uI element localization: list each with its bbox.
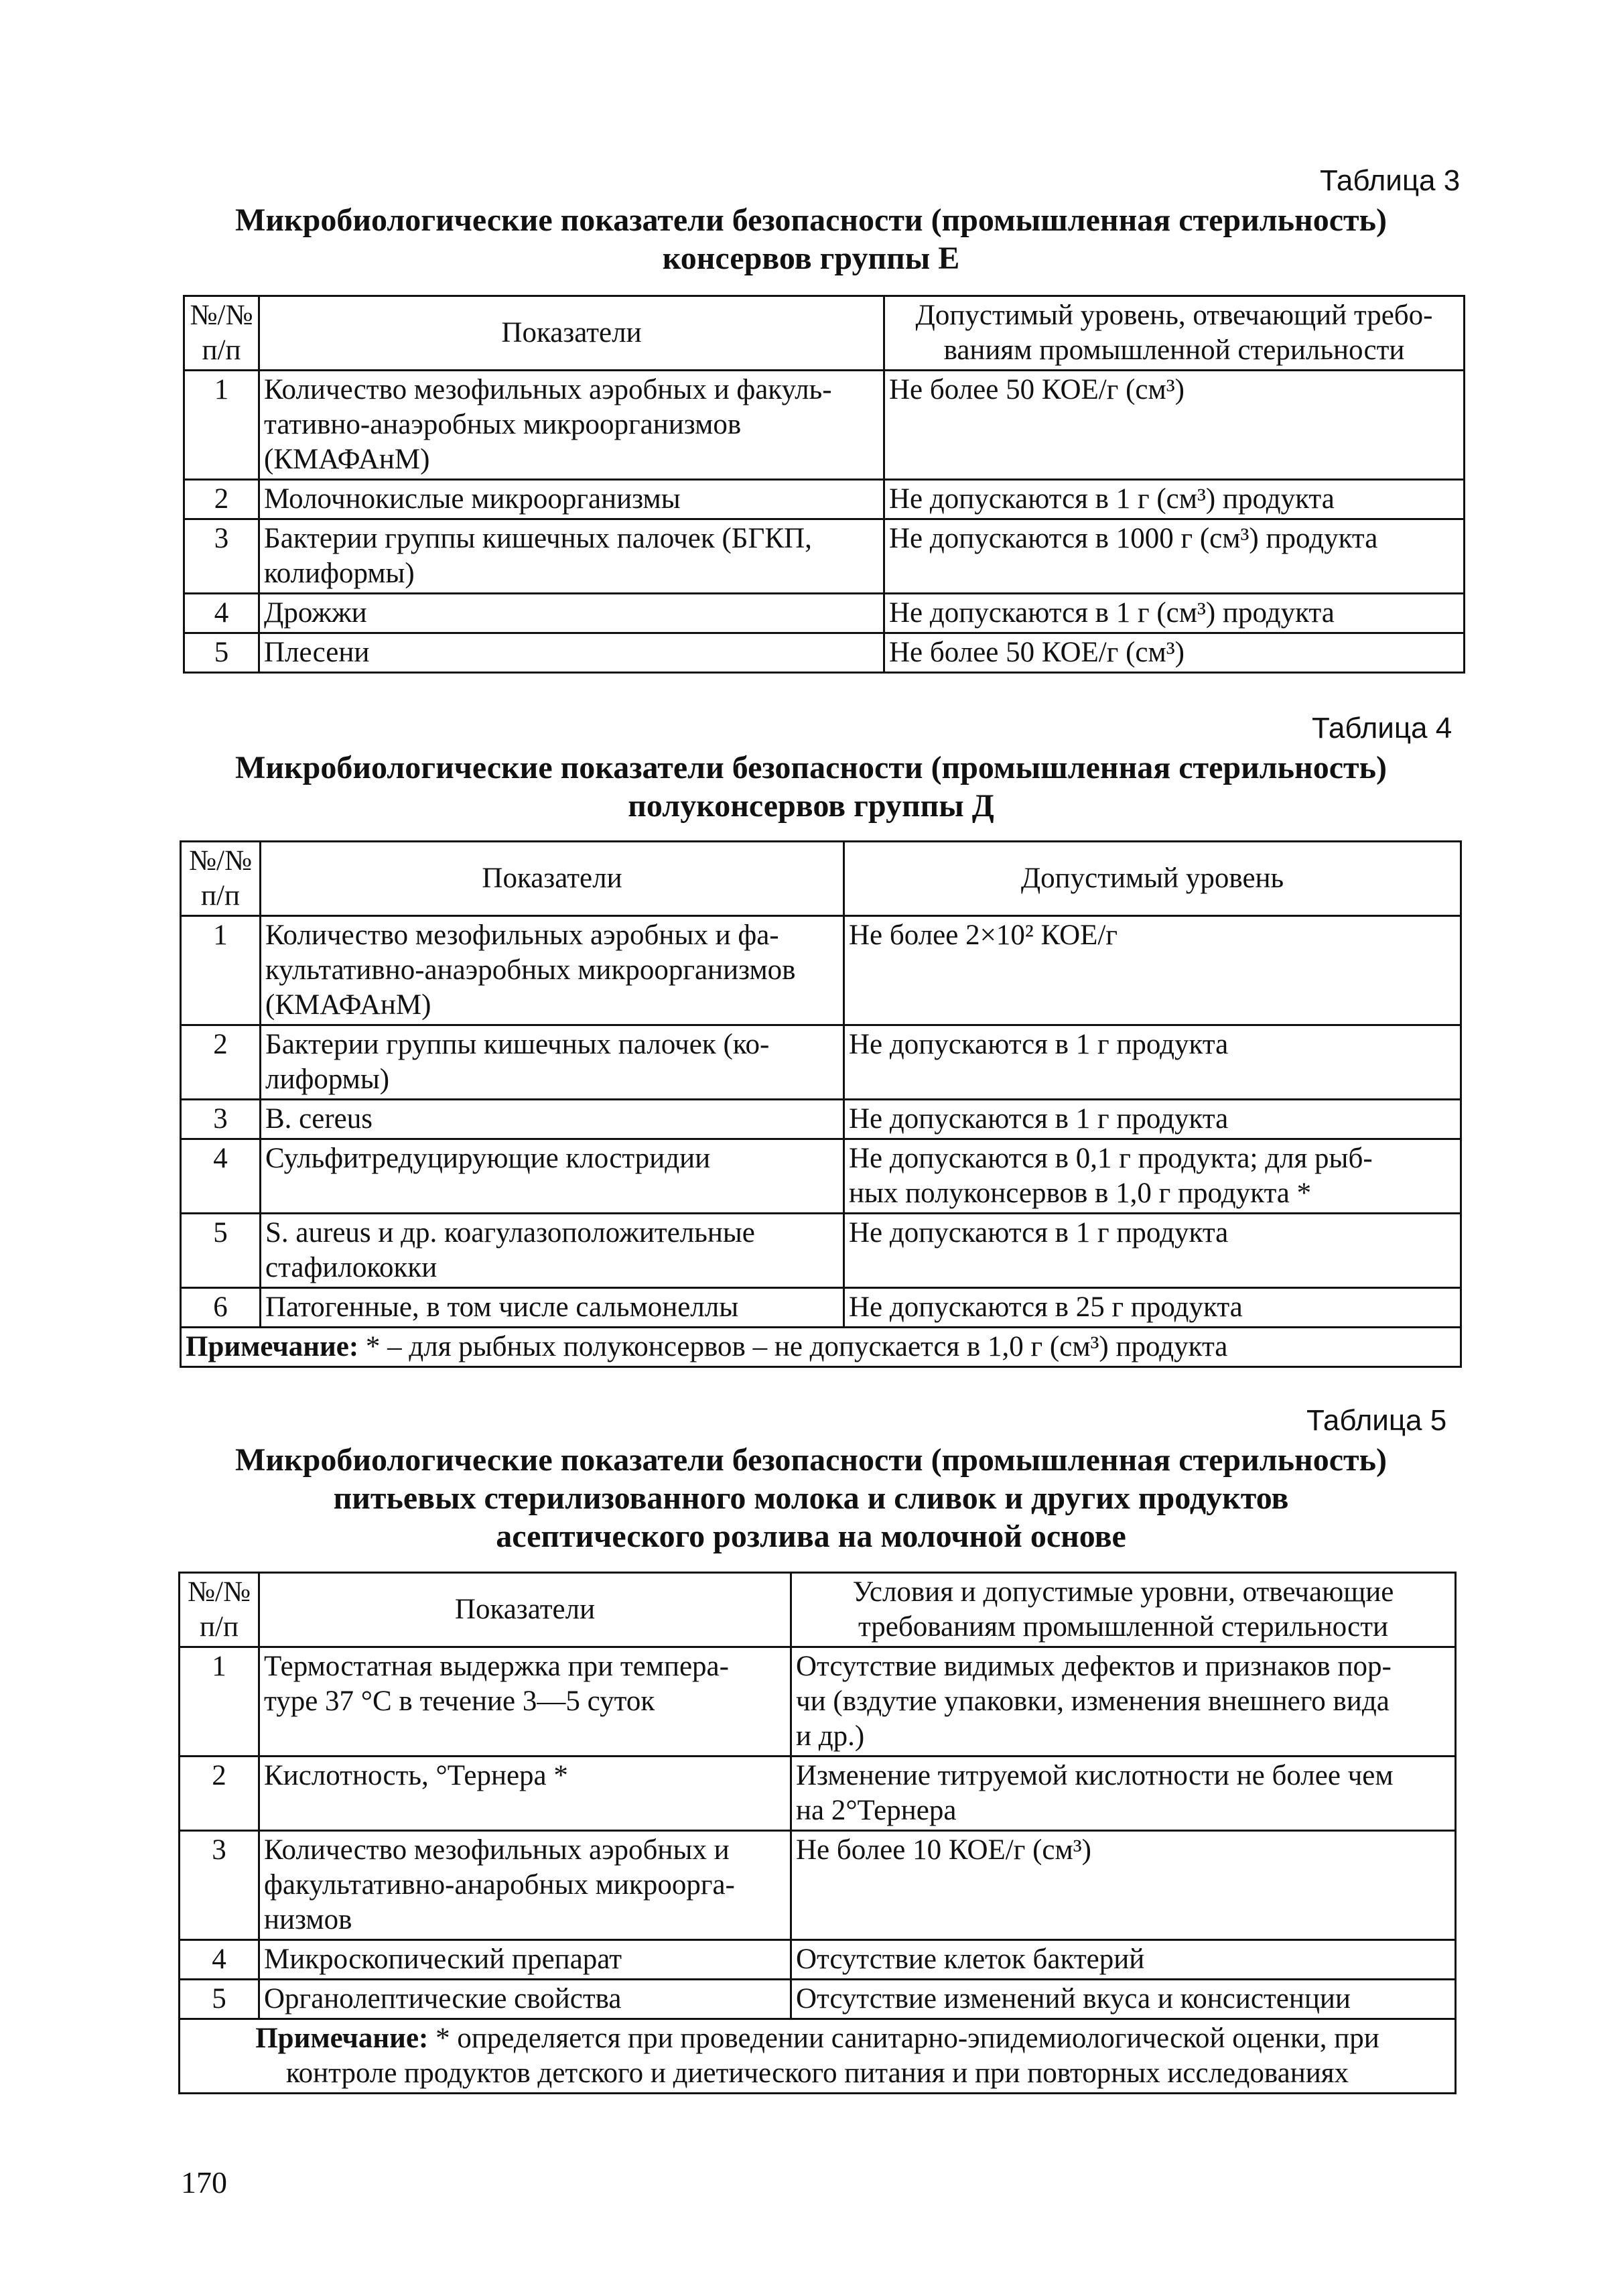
level-cell: Не допускаются в 1 г (см³) продукта [884, 594, 1465, 633]
table-label: Таблица 5 [1306, 1404, 1447, 1437]
header-level: Условия и допустимые уровни, отвечающие требованиям промышленной стерильности [791, 1573, 1456, 1647]
table-5 [178, 1572, 1457, 2094]
table-row [181, 916, 1461, 1025]
table-3 [183, 295, 1465, 674]
header-level: Допустимый уровень [844, 842, 1461, 916]
indicator-cell: Бактерии группы кишечных палочек (БГКП, колиформы) [259, 519, 884, 594]
table-row [181, 1288, 1461, 1328]
row-number: 3 [180, 1831, 259, 1940]
note-row [181, 1328, 1461, 1367]
table-note [180, 2019, 1456, 2094]
table-row [184, 519, 1465, 594]
indicator-cell: Количество мезофильных аэробных и фа- культативно-анаэробных микроорганизмов (КМАФАнМ) [261, 916, 844, 1025]
row-number: 2 [181, 1025, 261, 1100]
note-text: * определяется при проведении санитарно-эпидемиологической оценки, при контроле продуктов детского и диетического питания и при повторных исследованиях [285, 2023, 1379, 2089]
indicator-cell: Плесени [259, 633, 884, 673]
level-cell: Не более 2×10² КОЕ/г [844, 916, 1461, 1025]
row-number: 3 [181, 1100, 261, 1139]
note-text: * – для рыбных полуконсервов – не допускается в 1,0 г (см³) продукта [358, 1331, 1228, 1362]
header-level: Допустимый уровень, отвечающий требо- ваниям промышленной стерильности [884, 296, 1465, 371]
row-number: 4 [181, 1139, 261, 1214]
header-number: №/№ п/п [180, 1573, 259, 1647]
level-cell: Не допускаются в 0,1 г продукта; для рыб- ных полуконсервов в 1,0 г продукта * [844, 1139, 1461, 1214]
note-label: Примечание: [186, 1331, 359, 1362]
indicator-cell: Кислотность, °Тернера * [259, 1757, 791, 1831]
level-cell: Не допускаются в 1 г продукта [844, 1214, 1461, 1288]
level-cell: Не более 10 КОЕ/г (см³) [791, 1831, 1456, 1940]
row-number: 5 [181, 1214, 261, 1288]
table-title: Микробиологические показатели безопасности (промышленная стерильность) питьевых стерилизованного молока и сливок и других продуктов асептического розлива на молочной основе [235, 1442, 1387, 1554]
row-number: 5 [180, 1980, 259, 2019]
level-cell: Не более 50 КОЕ/г (см³) [884, 371, 1465, 480]
row-number: 3 [184, 519, 259, 594]
table-row [184, 594, 1465, 633]
level-cell: Не допускаются в 1 г (см³) продукта [884, 480, 1465, 519]
header-indicator: Показатели [259, 1573, 791, 1647]
table-row [184, 633, 1465, 673]
table-row [181, 1214, 1461, 1288]
table-title: Микробиологические показатели безопасности (промышленная стерильность) консервов группы Е [235, 202, 1387, 276]
header-number: №/№ п/п [181, 842, 261, 916]
level-cell: Отсутствие видимых дефектов и признаков пор- чи (вздутие упаковки, изменения внешнего вида и др.) [791, 1647, 1456, 1757]
table-title: Микробиологические показатели безопасности (промышленная стерильность) полуконсервов группы Д [235, 750, 1387, 824]
level-cell: Изменение титруемой кислотности не более чем на 2°Тернера [791, 1757, 1456, 1831]
header-row [184, 296, 1465, 371]
row-number: 1 [180, 1647, 259, 1757]
indicator-cell: Количество мезофильных аэробных и факультативно-анаробных микроорга- низмов [259, 1831, 791, 1940]
header-number: №/№ п/п [184, 296, 259, 371]
table-note [181, 1328, 1461, 1367]
table-row [180, 1940, 1456, 1980]
level-cell: Не допускаются в 1 г продукта [844, 1100, 1461, 1139]
header-indicator: Показатели [259, 296, 884, 371]
header-row [180, 1573, 1456, 1647]
table-row [180, 1831, 1456, 1940]
row-number: 4 [180, 1940, 259, 1980]
indicator-cell: Бактерии группы кишечных палочек (ко- лиформы) [261, 1025, 844, 1100]
table-row [181, 1100, 1461, 1139]
indicator-cell: S. aureus и др. коагулазоположительные стафилококки [261, 1214, 844, 1288]
indicator-cell: Микроскопический препарат [259, 1940, 791, 1980]
indicator-cell: Сульфитредуцирующие клостридии [261, 1139, 844, 1214]
row-number: 1 [181, 916, 261, 1025]
note-label: Примечание: [255, 2023, 429, 2054]
row-number: 1 [184, 371, 259, 480]
indicator-cell: B. cereus [261, 1100, 844, 1139]
table-label: Таблица 3 [1320, 164, 1461, 197]
table-row [184, 480, 1465, 519]
table-row [181, 1139, 1461, 1214]
indicator-cell: Органолептические свойства [259, 1980, 791, 2019]
table-row [180, 1757, 1456, 1831]
row-number: 4 [184, 594, 259, 633]
level-cell: Не допускаются в 25 г продукта [844, 1288, 1461, 1328]
level-cell: Не допускаются в 1000 г (см³) продукта [884, 519, 1465, 594]
header-row [181, 842, 1461, 916]
indicator-cell: Патогенные, в том числе сальмонеллы [261, 1288, 844, 1328]
note-row [180, 2019, 1456, 2094]
table-row [184, 371, 1465, 480]
table-row [181, 1025, 1461, 1100]
table-label: Таблица 4 [1312, 712, 1452, 745]
table-4 [180, 840, 1462, 1368]
indicator-cell: Дрожжи [259, 594, 884, 633]
level-cell: Отсутствие изменений вкуса и консистенции [791, 1980, 1456, 2019]
page-number: 170 [181, 2165, 227, 2199]
row-number: 5 [184, 633, 259, 673]
indicator-cell: Количество мезофильных аэробных и факуль- тативно-анаэробных микроорганизмов (КМАФАнМ) [259, 371, 884, 480]
row-number: 2 [184, 480, 259, 519]
header-indicator: Показатели [261, 842, 844, 916]
table-row [180, 1647, 1456, 1757]
table-row [180, 1980, 1456, 2019]
row-number: 6 [181, 1288, 261, 1328]
level-cell: Отсутствие клеток бактерий [791, 1940, 1456, 1980]
indicator-cell: Термостатная выдержка при темпера- туре 37 °С в течение 3—5 суток [259, 1647, 791, 1757]
indicator-cell: Молочнокислые микроорганизмы [259, 480, 884, 519]
row-number: 2 [180, 1757, 259, 1831]
level-cell: Не допускаются в 1 г продукта [844, 1025, 1461, 1100]
level-cell: Не более 50 КОЕ/г (см³) [884, 633, 1465, 673]
